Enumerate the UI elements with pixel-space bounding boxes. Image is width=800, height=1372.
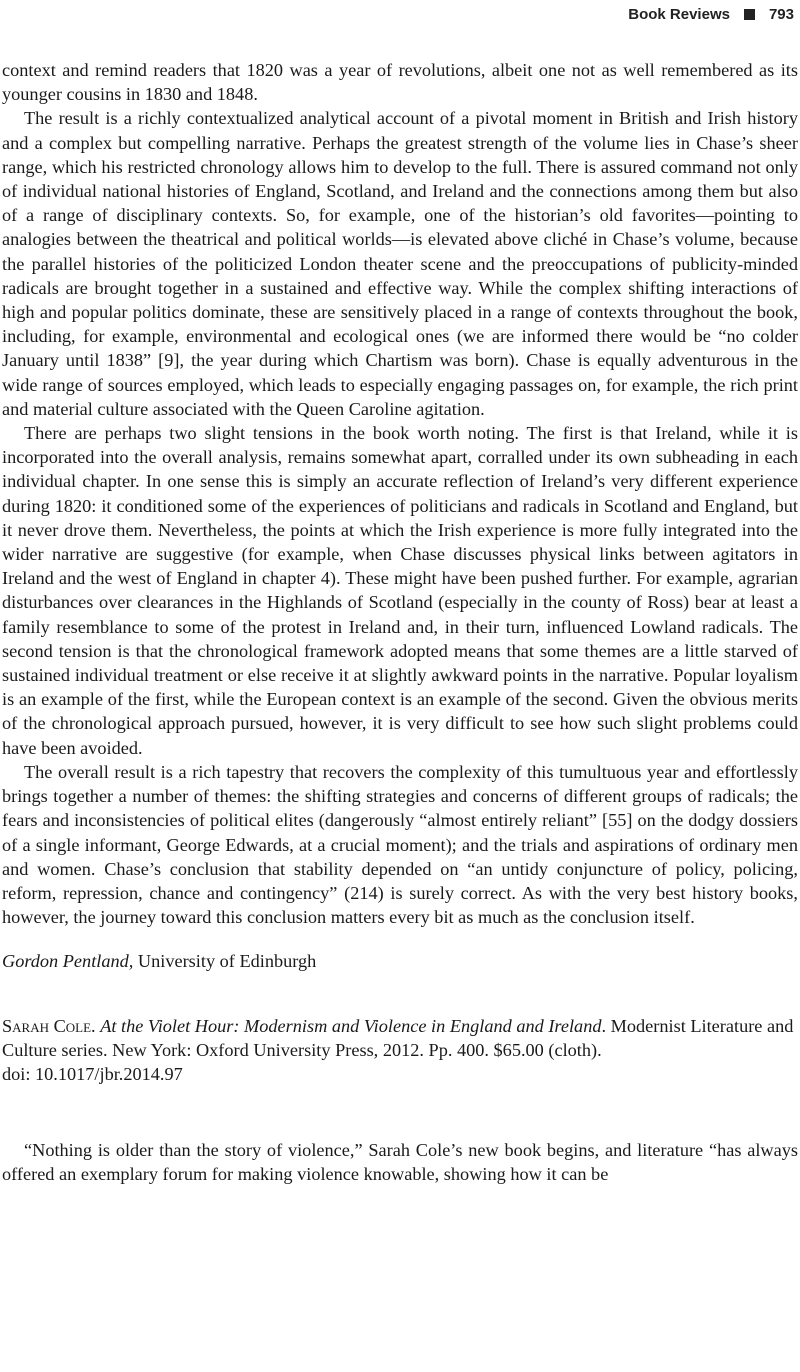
review-citation: Sarah Cole. At the Violet Hour: Modernism and Violence in England and Ireland. Modernist Literature and Culture series. New York: Oxford University Press, 2012. Pp. 400. $65.00 (cloth). [2,1015,794,1060]
reviewer-affiliation: University of Edinburgh [137,951,317,972]
article-body [2,58,798,1187]
review-doi: doi: 10.1017/jbr.2014.97 [2,1063,183,1084]
paragraph-3: There are perhaps two slight tensions in the book worth noting. The first is that Ireland, while it is incorporated into the overall analysis, remains somewhat apart, corralled under its own subheading in each individual chapter. In one sense this is simply an accurate reflection of Ireland’s very different experience during 1820: it conditioned some of the experiences of politicians and radicals in Scotland and England, but it never drove them. Nevertheless, the points at which the Irish experience is more fully integrated into the wider narrative are suggestive (for example, when Chase discusses physical links between agitators in Ireland and the west of England in chapter 4). These might have been pushed further. For example, agrarian disturbances over clearances in the Highlands of Scotland (especially in the county of Ross) bear at least a family resemblance to some of the protest in Ireland and, in their turn, influenced Lowland radicals. The second tension is that the chronological framework adopted means that some themes are a little starved of sustained individual treatment or else receive it at slightly awkward points in the narrative. Popular loyalism is an example of the first, while the European context is an example of the second. Given the obvious merits of the chronological approach pursued, however, it is very difficult to see how such slight problems could have been avoided. [2,423,798,758]
running-head [628,0,794,28]
section-title: Book Reviews [628,5,730,23]
paragraph-2: The result is a richly contextualized analytical account of a pivotal moment in British and Irish history and a complex but compelling narrative. Perhaps the greatest strength of the volume lies in Chase’s sheer range, which his restricted chronology allows him to develop to the full. There is assured command not only of individual national histories of England, Scotland, and Ireland and the connections among them but also of a range of disciplinary contexts. So, for example, one of the historian’s old favorites—pointing to analogies between the theatrical and political worlds—is elevated above cliché in Chase’s volume, because the parallel histories of the politicized London theater scene and the preoccupations of publicity-minded radicals are brought together in a sustained and effective way. While the complex shifting interactions of high and popular politics dominate, these are sensitively placed in a range of contexts throughout the book, including, for example, environmental and ecological ones (we are informed there would be “no colder January until 1838” [9], the year during which Chartism was born). Chase is equally adventurous in the wide range of sources employed, which leads to especially engaging passages on, for example, the rich print and material culture associated with the Queen Caroline agitation. [2,108,798,419]
page-number: 793 [768,5,794,23]
book-title: At the Violet Hour: Modernism and Violence in England and Ireland [100,1015,602,1036]
paragraph-4: The overall result is a rich tapestry that recovers the complexity of this tumultuous year and effortlessly brings together a number of themes: the shifting strategies and concerns of different groups of radicals; the fears and inconsistencies of political elites (dangerously “almost entirely reliant” [55] on the dodgy dossiers of a single informant, George Edwards, at a crucial moment); and the trials and aspirations of ordinary men and women. Chase’s conclusion that stability depended on “an untidy conjuncture of policy, policing, reform, repression, chance and contingency” (214) is surely correct. As with the very best history books, however, the journey toward this conclusion matters every bit as much as the conclusion itself. [2,761,798,928]
reviewer-name: Gordon Pentland, [2,951,134,972]
review-opening-paragraph: “Nothing is older than the story of violence,” Sarah Cole’s new book begins, and literature “has always offered an exemplary forum for making violence knowable, showing how it can be [2,1140,798,1185]
paragraph-1: context and remind readers that 1820 was a year of revolutions, albeit one not as well remembered as its younger cousins in 1830 and 1848. [2,60,798,105]
separator-square-icon [744,9,755,20]
book-details: . Modernist Literature and Culture series. New York: Oxford University Press, 2012. Pp. 400. $65.00 (cloth). [2,1015,794,1060]
reviewer-signature [2,949,798,973]
book-author: Sarah Cole [2,1015,92,1036]
